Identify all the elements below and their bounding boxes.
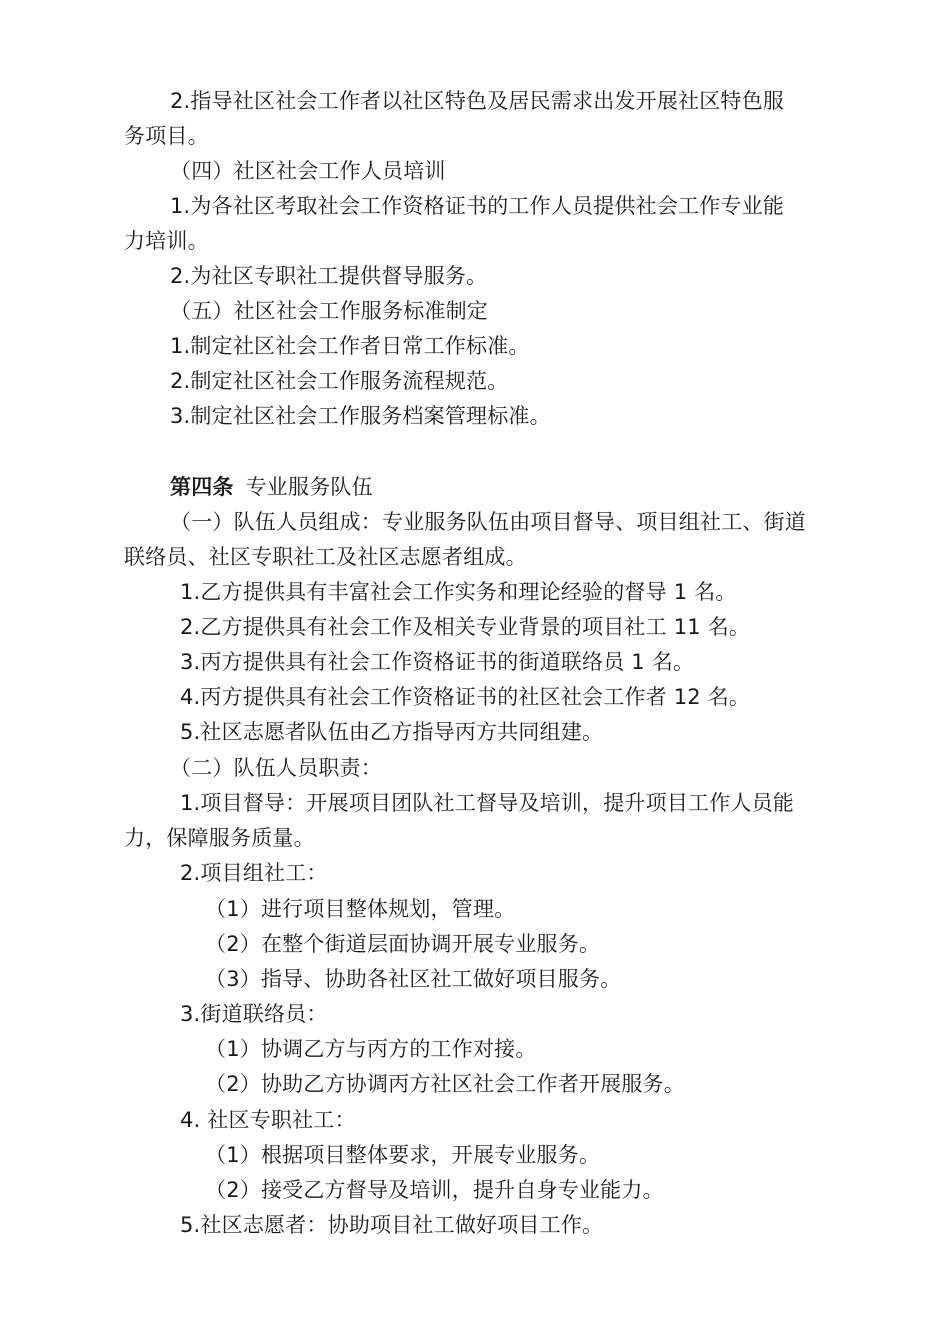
list-item: 1.项目督导：开展项目团队社工督导及培训，提升项目工作人员能 <box>180 791 795 815</box>
list-item: 3.丙方提供具有社会工作资格证书的街道联络员 1 名。 <box>180 650 695 674</box>
text-line: 2.制定社区社会工作服务流程规范。 <box>170 369 509 393</box>
section-heading: （一）队伍人员组成：专业服务队伍由项目督导、项目组社工、街道 <box>170 510 806 534</box>
text-line: 3.制定社区社会工作服务档案管理标准。 <box>170 404 551 428</box>
section-heading: （四）社区社会工作人员培训 <box>170 159 446 183</box>
list-item: 4. 社区专职社工： <box>180 1108 356 1132</box>
sub-list-item: （3）指导、协助各社区社工做好项目服务。 <box>205 967 622 991</box>
list-item: 2.项目组社工： <box>180 861 328 885</box>
sub-list-item: （2）在整个街道层面协调开展专业服务。 <box>205 932 601 956</box>
text-line: 2.指导社区社会工作者以社区特色及居民需求出发开展社区特色服 <box>170 89 785 113</box>
section-heading: （五）社区社会工作服务标准制定 <box>170 299 488 323</box>
sub-list-item: （2）接受乙方督导及培训，提升自身专业能力。 <box>205 1178 664 1202</box>
list-item: 4.丙方提供具有社会工作资格证书的社区社会工作者 12 名。 <box>180 685 751 709</box>
text-line: 联络员、社区专职社工及社区志愿者组成。 <box>124 545 527 569</box>
article-title: 专业服务队伍 <box>245 475 373 499</box>
sub-list-item: （2）协助乙方协调丙方社区社会工作者开展服务。 <box>205 1072 685 1096</box>
text-line: 1.为各社区考取社会工作资格证书的工作人员提供社会工作专业能 <box>170 194 785 218</box>
article-number: 第四条 <box>170 475 234 499</box>
list-item: 3.街道联络员： <box>180 1002 328 1026</box>
list-item: 1.乙方提供具有丰富社会工作实务和理论经验的督导 1 名。 <box>180 580 737 604</box>
section-heading: （二）队伍人员职责： <box>170 756 382 780</box>
article-heading <box>170 472 373 502</box>
sub-list-item: （1）协调乙方与丙方的工作对接。 <box>205 1037 537 1061</box>
list-item: 5.社区志愿者：协助项目社工做好项目工作。 <box>180 1213 604 1237</box>
sub-list-item: （1）进行项目整体规划，管理。 <box>205 897 516 921</box>
text-line: 1.制定社区社会工作者日常工作标准。 <box>170 334 530 358</box>
list-item: 5.社区志愿者队伍由乙方指导丙方共同组建。 <box>180 720 604 744</box>
text-line: 务项目。 <box>124 124 209 148</box>
text-line: 2.为社区专职社工提供督导服务。 <box>170 264 488 288</box>
list-item: 2.乙方提供具有社会工作及相关专业背景的项目社工 11 名。 <box>180 615 751 639</box>
text-line: 力培训。 <box>124 229 209 253</box>
sub-list-item: （1）根据项目整体要求，开展专业服务。 <box>205 1143 601 1167</box>
text-line: 力，保障服务质量。 <box>124 826 315 850</box>
